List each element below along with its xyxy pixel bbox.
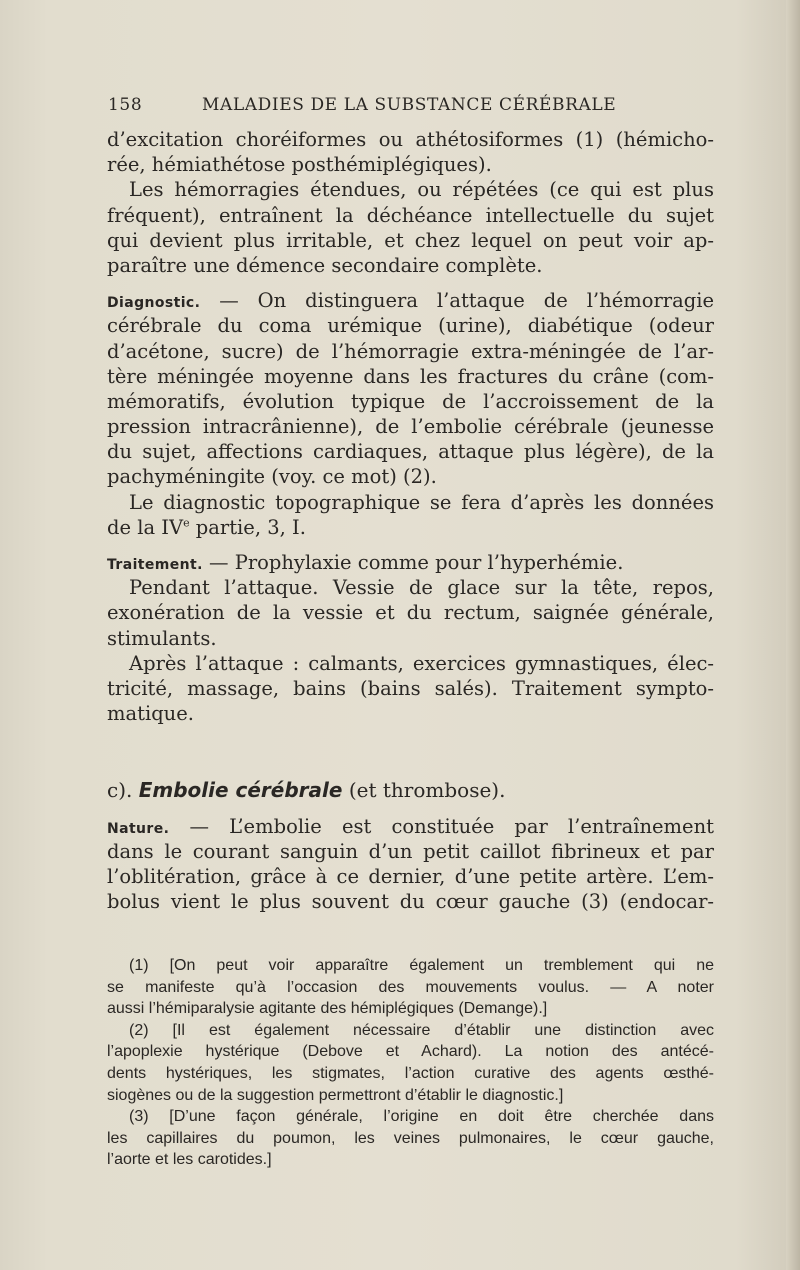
diagnostic-first-line: Diagnostic. — On distinguera l’attaque de l’hémorragie — [107, 289, 714, 313]
traitement-heading: Traitement. — [107, 557, 203, 573]
text-line: matique. — [107, 702, 194, 726]
text-line: de la IVe partie, 3, I. — [107, 515, 306, 539]
footnotes — [107, 955, 714, 1171]
traitement-first-line: Traitement. — Prophylaxie comme pour l’hyperhémie. — [107, 551, 624, 574]
text-line: paraître une démence secondaire complète. — [107, 253, 543, 277]
text-line: tère méningée moyenne dans les fractures du crâne (com- — [107, 364, 714, 388]
text-line: d’excitation choréiformes ou athétosiformes (1) (hémicho- — [107, 128, 714, 151]
text-line: Le diagnostic topographique se fera d’après les données — [129, 490, 714, 514]
running-head — [108, 95, 708, 119]
page-edge-shadow — [786, 0, 800, 1270]
footnote-line: se manifeste qu’à l’occasion des mouvements voulus. — A noter — [107, 978, 714, 996]
text-line: bolus vient le plus souvent du cœur gauche (3) (endocar- — [107, 890, 714, 914]
footnote-line: l’aorte et les carotides.] — [107, 1151, 272, 1169]
text-line: exonération de la vessie et du rectum, saignée générale, — [107, 601, 714, 625]
text-line: pachyméningite (voy. ce mot) (2). — [107, 465, 437, 489]
section-title: Embolie cérébrale — [138, 778, 343, 803]
text-line: rée, hémiathétose posthémiplégiques). — [107, 153, 492, 177]
text-line: Après l’attaque : calmants, exercices gymnastiques, élec- — [129, 651, 714, 675]
text-line: dans le courant sanguin d’un petit caillot fibrineux et par — [107, 839, 714, 863]
diagnostic-heading: Diagnostic. — [107, 295, 201, 312]
page-number: 158 — [108, 95, 143, 115]
footnote-line: l’apoplexie hystérique (Debove et Achard). La notion des antécé- — [107, 1043, 714, 1061]
nature-first-line: Nature. — L’embolie est constituée par l’entraînement — [107, 814, 714, 838]
text-line: Pendant l’attaque. Vessie de glace sur la tête, repos, — [129, 576, 714, 600]
footnote-line: (2) [Il est également nécessaire d’établir une distinction avec — [129, 1021, 714, 1039]
footnote-line: les capillaires du poumon, les veines pulmonaires, le cœur gauche, — [107, 1129, 714, 1147]
text-line: l’oblitération, grâce à ce dernier, d’une petite artère. L’em- — [107, 864, 714, 888]
text-line: cérébrale du coma urémique (urine), diabétique (odeur — [107, 314, 714, 338]
main-text — [107, 127, 714, 914]
section-heading: c). Embolie cérébrale (et thrombose). — [107, 778, 506, 803]
text-line: qui devient plus irritable, et chez lequel on peut voir ap- — [107, 228, 714, 252]
text-line: mémoratifs, évolution typique de l’accroissement de la — [107, 389, 714, 413]
nature-heading: Nature. — [107, 820, 170, 837]
footnote-line: siogènes ou de la suggestion permettront d’établir le diagnostic.] — [107, 1086, 564, 1104]
running-title: MALADIES DE LA SUBSTANCE CÉRÉBRALE — [202, 95, 617, 115]
text-line: pression intracrânienne), de l’embolie cérébrale (jeunesse — [107, 415, 714, 439]
text-line: tricité, massage, bains (bains salés). Traitement sympto- — [107, 676, 714, 700]
footnote-line: (1) [On peut voir apparaître également un tremblement qui ne — [129, 957, 714, 974]
text-line: fréquent), entraînent la déchéance intellectuelle du sujet — [107, 203, 714, 227]
text-line: d’acétone, sucre) de l’hémorragie extra-méningée de l’ar- — [107, 339, 714, 363]
text-line: Les hémorragies étendues, ou répétées (ce qui est plus — [129, 178, 714, 202]
text-line: stimulants. — [107, 626, 217, 650]
footnote-line: dents hystériques, les stigmates, l’action curative des agents œsthé- — [107, 1064, 714, 1082]
text-line: du sujet, affections cardiaques, attaque plus légère), de la — [107, 440, 714, 464]
footnote-line: aussi l’hémiparalysie agitante des hémiplégiques (Demange).] — [107, 1000, 548, 1018]
footnote-line: (3) [D’une façon générale, l’origine en doit être cherchée dans — [129, 1108, 714, 1126]
